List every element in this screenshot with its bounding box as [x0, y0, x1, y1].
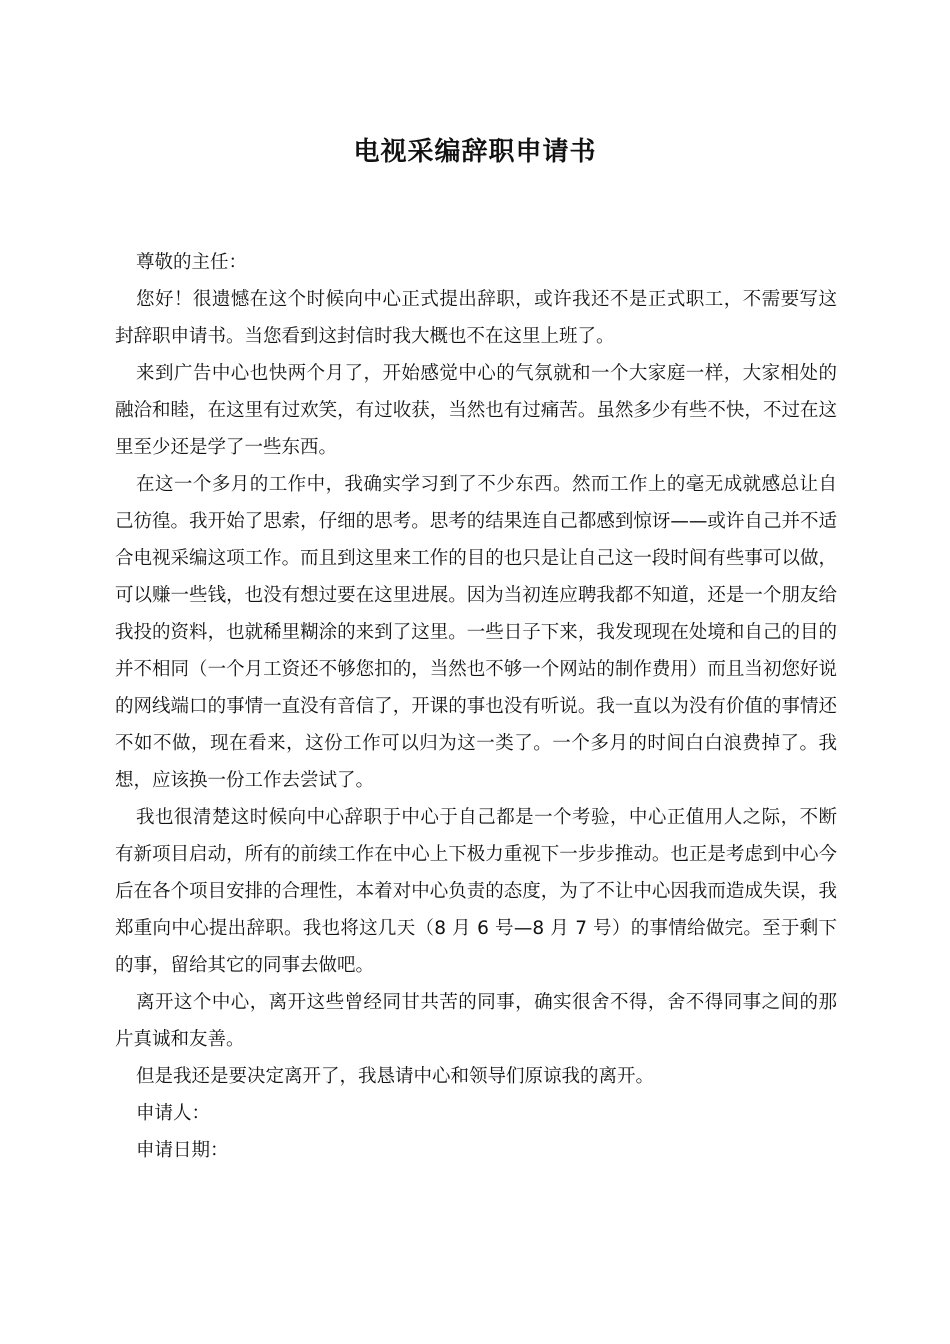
paragraph-3: 在这一个多月的工作中，我确实学习到了不少东西。然而工作上的毫无成就感总让自己彷徨。我开始了思索，仔细的思考。思考的结果连自己都感到惊讶——或许自己并不适合电视采编这项工作。而且到这里来工作的目的也只是让自己这一段时间有些事可以做，可以赚一些钱，也没有想过要在这里进展。因为当初连应聘我都不知道，还是一个朋友给我投的资料，也就稀里糊涂的来到了这里。一些日子下来，我发现现在处境和自己的目的并不相同（一个月工资还不够您扣的，当然也不够一个网站的制作费用）而且当初您好说的网线端口的事情一直没有音信了，开课的事也没有听说。我一直以为没有价值的事情还不如不做，现在看来，这份工作可以归为这一类了。一个多月的时间白白浪费掉了。我想，应该换一份工作去尝试了。: [115, 474, 837, 791]
document-title: 电视采编辞职申请书: [353, 137, 597, 167]
paragraph-4: 我也很清楚这时候向中心辞职于中心于自己都是一个考验，中心正值用人之际，不断有新项目启动，所有的前续工作在中心上下极力重视下一步步推动。也正是考虑到中心今后在各个项目安排的合理性，本着对中心负责的态度，为了不让中心因我而造成失误，我郑重向中心提出辞职。我也将这几天（8 月 6 号—8 月 7 号）的事情给做完。至于剩下的事，留给其它的同事去做吧。: [115, 807, 837, 976]
paragraph-6: 但是我还是要决定离开了，我恳请中心和领导们原谅我的离开。: [136, 1066, 655, 1087]
salutation: 尊敬的主任：: [136, 252, 248, 273]
paragraph-5: 离开这个中心，离开这些曾经同甘共苦的同事，确实很舍不得，舍不得同事之间的那片真诚和友善。: [115, 992, 837, 1050]
applicant-label: 申请人：: [136, 1103, 211, 1124]
document-body: [115, 244, 837, 1169]
paragraph-1: 您好！很遗憾在这个时候向中心正式提出辞职，或许我还不是正式职工，不需要写这封辞职申请书。当您看到这封信时我大概也不在这里上班了。: [115, 289, 837, 347]
paragraph-2: 来到广告中心也快两个月了，开始感觉中心的气氛就和一个大家庭一样，大家相处的融洽和睦，在这里有过欢笑，有过收获，当然也有过痛苦。虽然多少有些不快，不过在这里至少还是学了一些东西。: [115, 363, 837, 458]
date-label: 申请日期：: [136, 1140, 229, 1161]
